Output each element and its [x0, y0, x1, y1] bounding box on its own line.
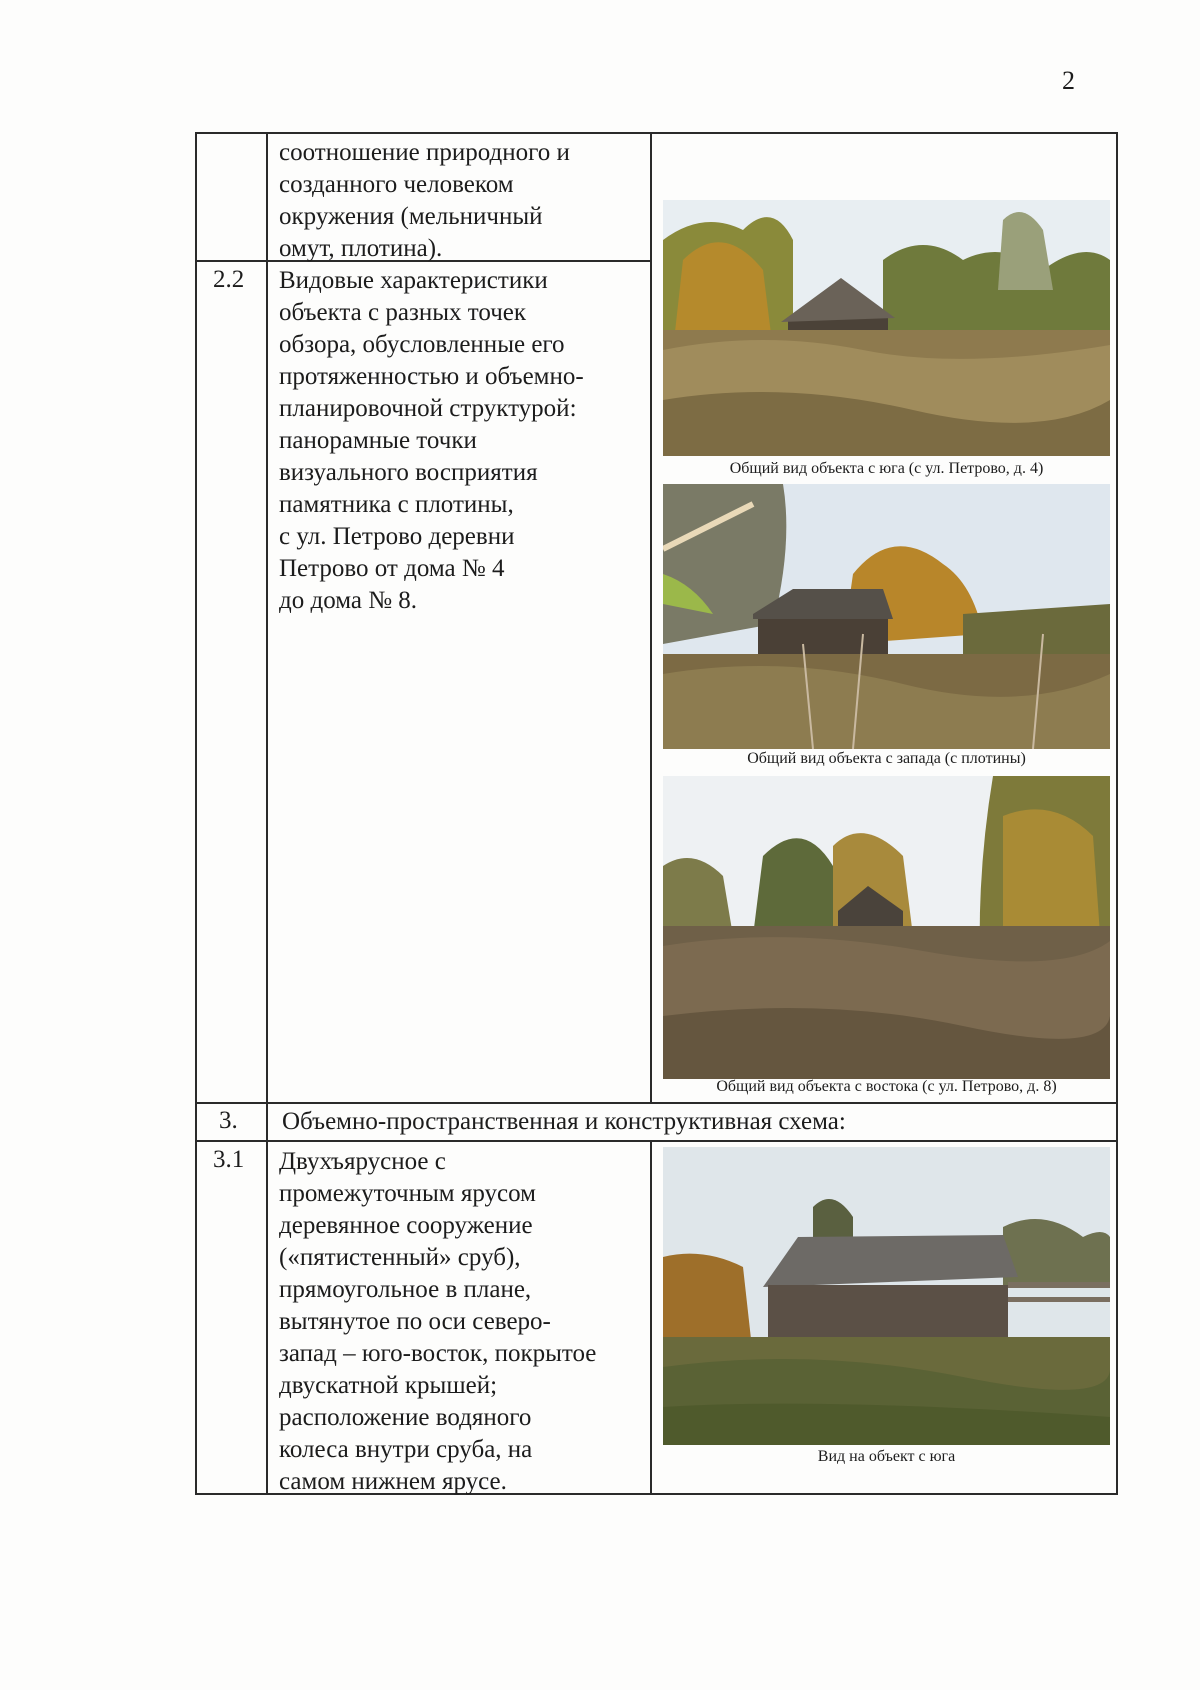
page-number: 2 [1062, 66, 1075, 95]
continued-description: соотношение природного и созданного человеком окружения (мельничный омут, плотина). [279, 139, 570, 262]
table-border-right [1116, 132, 1118, 1495]
view-characteristics-description: Видовые характеристики объекта с разных точек обзора, обусловленные его протяженностью и объемно- планировочной структурой: панорамные точки визуального восприятия памятника с плотины, с ул. Петрово деревни Петрово от дома № 4 до дома № 8. [279, 267, 584, 614]
photo-caption-east: Общий вид объекта с востока (с ул. Петрово, д. 8) [716, 1078, 1057, 1095]
row-divider-3-1 [195, 1140, 1118, 1142]
photo-caption-west: Общий вид объекта с запада (с плотины) [747, 750, 1026, 767]
column-divider-number [266, 132, 268, 1495]
photo-caption-south-closeup: Вид на объект с юга [817, 1448, 956, 1465]
photo-south-closeup [663, 1147, 1110, 1445]
row-number-3: 3. [219, 1107, 238, 1134]
photo-west-view [663, 484, 1110, 749]
photo-caption-south: Общий вид объекта с юга (с ул. Петрово, д. 4) [729, 460, 1044, 477]
column-divider-photo-lower [650, 1140, 652, 1495]
table-border-left [195, 132, 197, 1495]
structure-description: Двухъярусное с промежуточным ярусом деревянное сооружение («пятистенный» сруб), прямоугольное в плане, вытянутое по оси северо- запад – юго-восток, покрытое двускатной крышей; расположение водяного колеса внутри сруба, на самом нижнем ярусе. [279, 1148, 597, 1495]
column-divider-photo-upper [650, 132, 652, 1102]
row-divider-3 [195, 1102, 1118, 1104]
row-number-2-2: 2.2 [213, 266, 245, 293]
spatial-structure-heading: Объемно-пространственная и конструктивная схема: [282, 1108, 846, 1135]
row-number-3-1: 3.1 [213, 1146, 245, 1173]
photo-east-view [663, 776, 1110, 1079]
table-border-top [195, 132, 1118, 134]
photo-south-view [663, 200, 1110, 456]
